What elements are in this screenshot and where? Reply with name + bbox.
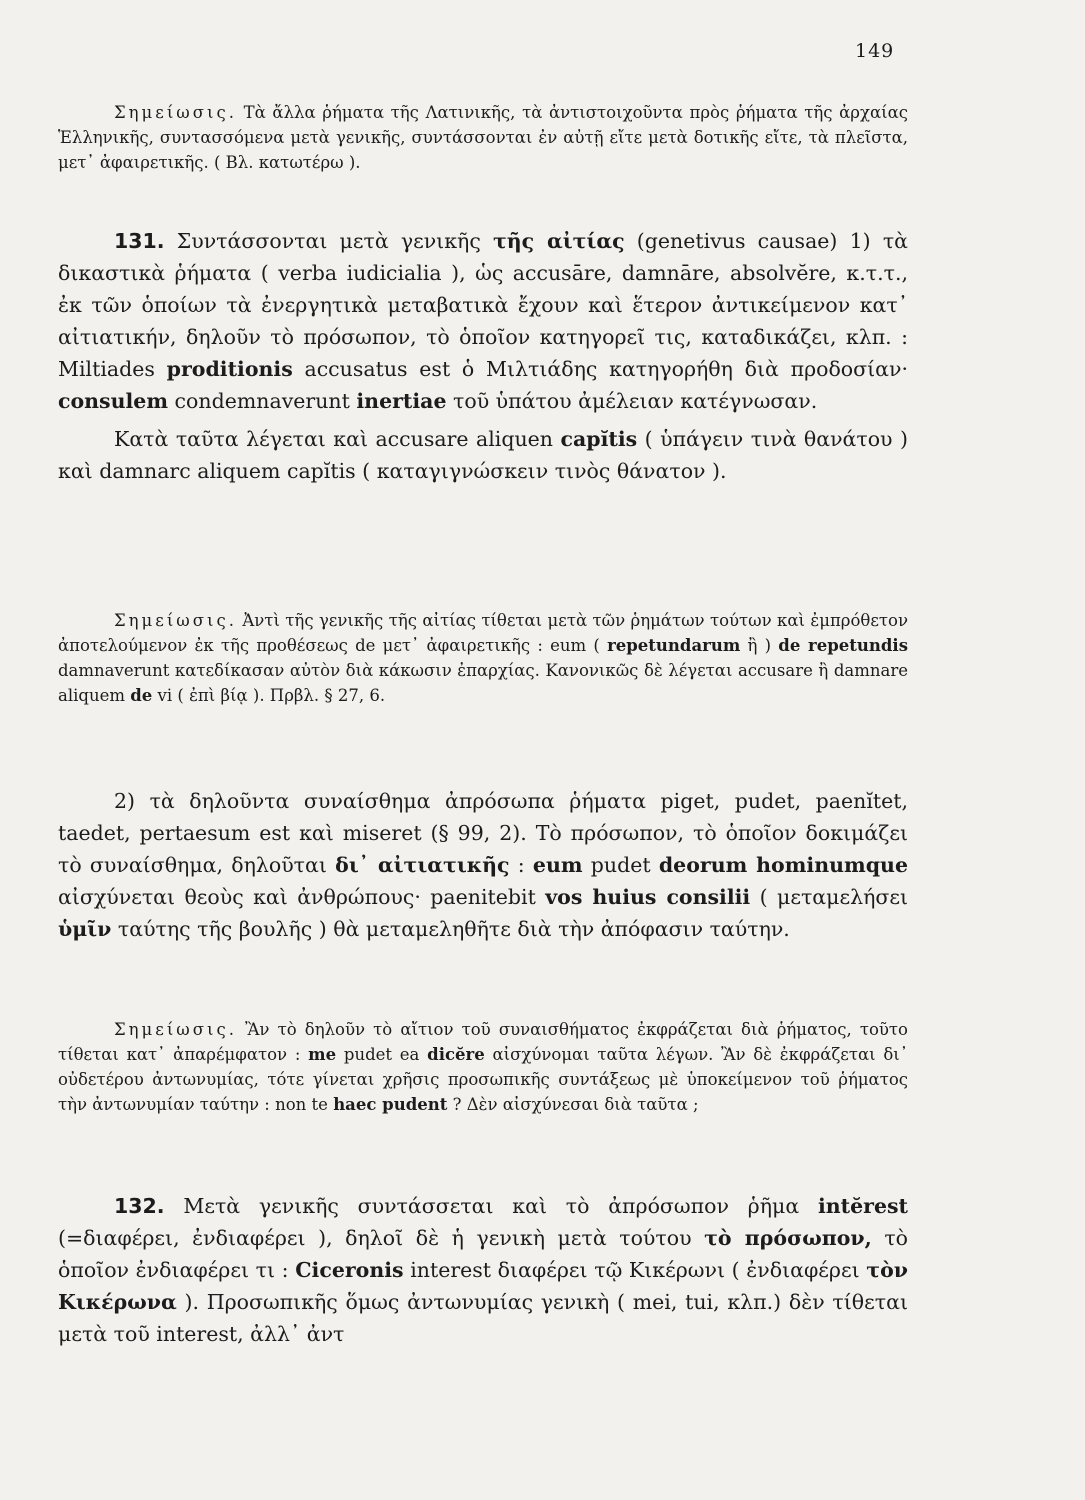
text-run: ( ὑπάγειν τινὰ θανάτου ) καὶ damnarc aliquem capĭtis ( καταγιγνώσκειν τινὸς θάνατον ).	[58, 427, 908, 483]
text-run: ἢ )	[740, 636, 779, 655]
bold-term: τὸν Κικέρωνα	[58, 1258, 908, 1314]
bold-term: inertiae	[356, 389, 447, 413]
note-1-text: Τὰ ἄλλα ῥήματα τῆς Λατινικῆς, τὰ ἀντιστοιχοῦντα πρὸς ῥήματα τῆς ἀρχαίας Ἑλληνικῆς, συντασσόμενα μετὰ γενικῆς, συντάσσονται ἐν αὐτῇ εἴτε μετὰ δοτικῆς εἴτε, τὰ πλεῖστα, μετ᾽ ἀφαιρετικῆς. ( Βλ. κατωτέρω ).	[58, 103, 908, 172]
bold-term: de repetundis	[778, 636, 908, 655]
note-2	[58, 608, 908, 708]
section-132	[58, 1190, 908, 1350]
note-3-paragraph	[58, 1017, 908, 1117]
note-1	[58, 100, 908, 175]
text-run: condemnaverunt	[168, 389, 357, 413]
text-run: ). Προσωπικῆς ὅμως ἀντωνυμίας γενικὴ ( mei, tui, κλπ.) δὲν τίθεται μετὰ τοῦ interest, ἀλλ᾽ ἀντ	[58, 1290, 908, 1346]
text-run: τὸ ὁποῖον ἐνδιαφέρει τι :	[58, 1226, 909, 1282]
note-3	[58, 1017, 908, 1117]
section-number: 131.	[114, 229, 165, 253]
bold-term: ὑμῖν	[58, 917, 112, 941]
note-2-label: Σημείωσις.	[114, 611, 237, 630]
text-run: τοῦ ὑπάτου ἀμέλειαν κατέγνωσαν.	[446, 389, 818, 413]
bold-term: τῆς αἰτίας	[492, 229, 625, 253]
text-run: Μετὰ γενικῆς συντάσσεται καὶ τὸ ἀπρόσωπον ῥῆμα	[164, 1194, 818, 1218]
text-run: :	[509, 853, 533, 877]
subsection-2	[58, 785, 908, 945]
text-run: pudet ea	[336, 1045, 428, 1064]
section-131-paragraph	[58, 225, 908, 417]
section-131	[58, 225, 908, 487]
bold-term: δι᾽ αἰτιατικῆς	[335, 853, 510, 877]
text-run: Κατὰ ταῦτα λέγεται καὶ accusare aliquen	[114, 427, 561, 451]
bold-term: consulem	[58, 389, 169, 413]
text-run: vi ( ἐπὶ βίᾳ ). Πρβλ. § 27, 6.	[152, 686, 386, 705]
text-run: Ἀντὶ τῆς γενικῆς τῆς αἰτίας τίθεται μετὰ τῶν ῥημάτων τούτων καὶ ἐμπρόθετον ἀποτελούμενον ἐκ τῆς προθέσεως de μετ᾽ ἀφαιρετικῆς : eum (	[58, 611, 908, 655]
bold-term: capĭtis	[560, 427, 638, 451]
text-run: αἰσχύνεται θεοὺς καὶ ἀνθρώπους· paenitebit	[58, 885, 546, 909]
bold-term: dicĕre	[427, 1045, 485, 1064]
subsection-2-paragraph	[58, 785, 908, 945]
bold-term: me	[308, 1045, 337, 1064]
bold-term: deorum hominumque	[658, 853, 908, 877]
bold-term: haec pudent	[333, 1095, 448, 1114]
note-1-label: Σημείωσις.	[114, 103, 237, 122]
note-1-paragraph	[58, 100, 908, 175]
bold-term: vos huius consilii	[545, 885, 751, 909]
note-2-paragraph	[58, 608, 908, 708]
bold-term: τὸ πρόσωπον,	[704, 1226, 872, 1250]
kata-tauta-paragraph	[58, 423, 908, 487]
bold-term: repetundarum	[607, 636, 741, 655]
section-132-paragraph	[58, 1190, 908, 1350]
text-run: (genetivus causae) 1) τὰ δικαστικὰ ῥήματα ( verba iudicialia ), ὡς accusāre, damnāre, absolvĕre, κ.τ.τ., ἐκ τῶν ὁποίων τὰ ἐνεργητικὰ μεταβατικὰ ἔχουν καὶ ἕτερον ἀντικείμενον κατ᾽ αἰτιατικήν, δηλοῦν τὸ πρόσωπον, τὸ ὁποῖον κατηγορεῖ τις, καταδικάζει, κλπ. : Miltiades	[58, 229, 908, 381]
bold-term: de	[130, 686, 153, 705]
text-run: pudet	[582, 853, 659, 877]
text-run: damnaverunt κατεδίκασαν αὐτὸν διὰ κάκωσιν ἐπαρχίας. Κανονικῶς δὲ λέγεται accusare ἢ damnare aliquem	[58, 661, 908, 705]
text-run: ( μεταμελήσει	[750, 885, 908, 909]
text-run: 2) τὰ δηλοῦντα συναίσθημα ἀπρόσωπα ῥήματα piget, pudet, paenĭtet, taedet, pertaesum est καὶ miseret (§ 99, 2). Τὸ πρόσωπον, τὸ ὁποῖον δοκιμάζει τὸ συναίσθημα, δηλοῦται	[58, 789, 908, 877]
bold-term: eum	[532, 853, 583, 877]
section-number: 132.	[114, 1194, 165, 1218]
text-run: Συντάσσονται μετὰ γενικῆς	[164, 229, 493, 253]
text-run: accusatus est ὁ Μιλτιάδης κατηγορήθη διὰ προδοσίαν·	[292, 357, 908, 381]
text-run: interest διαφέρει τῷ Κικέρωνι ( ἐνδιαφέρει	[403, 1258, 867, 1282]
text-run: Ἂν τὸ δηλοῦν τὸ αἴτιον τοῦ συναισθήματος ἐκφράζεται διὰ ῥήματος, τοῦτο τίθεται κατ᾽ ἀπαρέμφατον :	[58, 1020, 908, 1064]
bold-term: Ciceronis	[295, 1258, 404, 1282]
text-run: (=διαφέρει, ἐνδιαφέρει ), δηλοῖ δὲ ἡ γενικὴ μετὰ τούτου	[58, 1226, 705, 1250]
page-number: 149	[855, 40, 895, 62]
note-3-label: Σημείωσις.	[114, 1020, 237, 1039]
bold-term: proditionis	[166, 357, 293, 381]
text-run: ? Δὲν αἰσχύνεσαι διὰ ταῦτα ;	[447, 1095, 699, 1114]
bold-term: intĕrest	[817, 1194, 908, 1218]
text-run: ταύτης τῆς βουλῆς ) θὰ μεταμεληθῆτε διὰ τὴν ἀπόφασιν ταύτην.	[111, 917, 790, 941]
text-run: αἰσχύνομαι ταῦτα λέγων. Ἂν δὲ ἐκφράζεται δι᾽ οὐδετέρου ἀντωνυμίας, τότε γίνεται χρῆσις προσωπικῆς συντάξεως μὲ ὑποκείμενον τοῦ ῥήματος τὴν ἀντωνυμίαν ταύτην : non te	[58, 1045, 908, 1114]
